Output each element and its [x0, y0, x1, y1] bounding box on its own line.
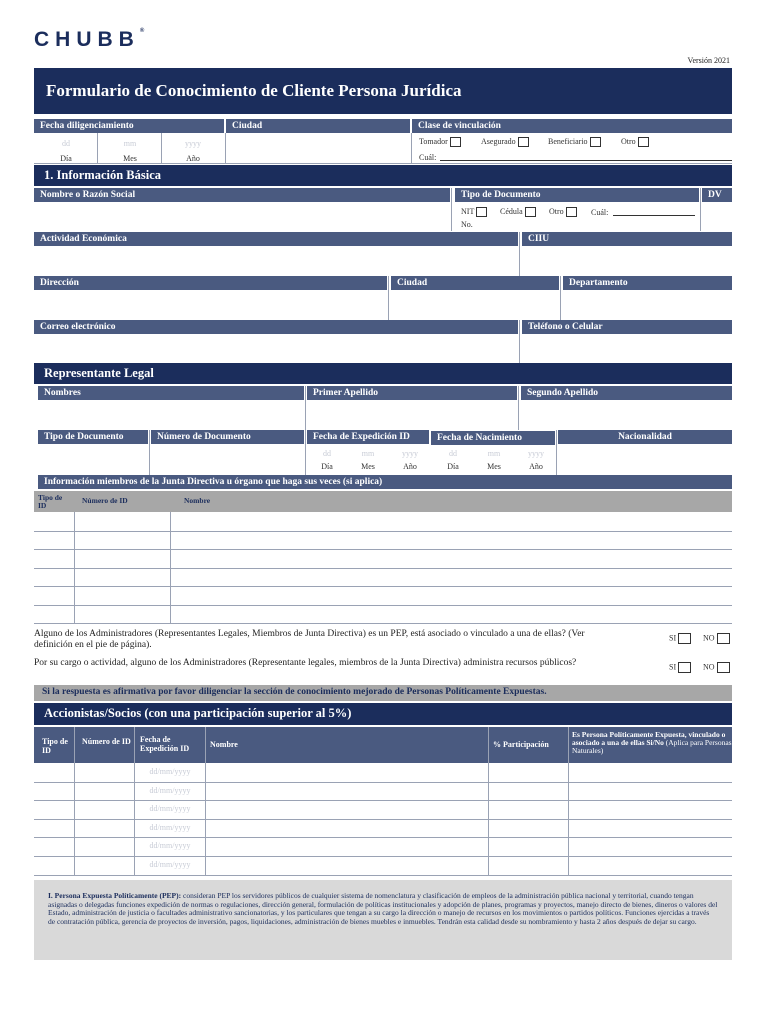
anio-label: Año: [186, 154, 200, 163]
junta-row-line: [34, 623, 732, 624]
departamento-input[interactable]: [563, 291, 732, 319]
ciudad-basic-input[interactable]: [391, 291, 559, 319]
acc-cell-fecha[interactable]: dd/mm/yyyy: [149, 804, 191, 814]
divider: [388, 276, 389, 320]
acc-col-tipo: Tipo de ID: [42, 737, 68, 755]
pep-question-1: Alguno de los Administradores (Representantes Legales, Miembros de Junta Directiva) es un PEP, está asociado o vinculado a una de ellas? (Ver definición en el pie de página).: [34, 629, 585, 650]
divider: [560, 276, 561, 320]
acc-cell-pct[interactable]: [489, 856, 568, 875]
section-accionistas-title: Accionistas/Socios (con una participación superior al 5%): [34, 703, 732, 725]
q2-si-checkbox[interactable]: [678, 662, 691, 673]
divider: [97, 133, 98, 164]
beneficiario-checkbox[interactable]: [590, 137, 601, 147]
primer-apellido-input[interactable]: [307, 401, 517, 429]
divider: [488, 727, 489, 875]
beneficiario-option[interactable]: Beneficiario: [548, 137, 601, 147]
exp-mm-field[interactable]: mm: [361, 449, 375, 458]
nit-checkbox[interactable]: [476, 207, 487, 217]
tipo-doc-header: Tipo de Documento: [455, 188, 699, 202]
junta-cell-nombre[interactable]: [171, 605, 732, 624]
nac-mes-label: Mes: [487, 462, 501, 471]
otro-checkbox[interactable]: [638, 137, 649, 147]
primer-apellido-header: Primer Apellido: [307, 386, 517, 400]
q2-si-option[interactable]: SI: [669, 662, 691, 673]
nac-yyyy-field[interactable]: yyyy: [528, 449, 544, 458]
nombres-input[interactable]: [38, 401, 304, 429]
rep-nacionalidad-input[interactable]: [558, 445, 732, 475]
q1-no-checkbox[interactable]: [717, 633, 730, 644]
telefono-input[interactable]: [522, 335, 732, 363]
q1-si-option[interactable]: SI: [669, 633, 691, 644]
rep-num-doc-header: Número de Documento: [151, 430, 304, 444]
tomador-checkbox[interactable]: [450, 137, 461, 147]
acc-cell-tipo[interactable]: [35, 782, 74, 801]
divider: [205, 727, 206, 875]
nac-mm-field[interactable]: mm: [487, 449, 501, 458]
divider: [519, 320, 520, 364]
page-title: Formulario de Conocimiento de Cliente Persona Jurídica: [34, 68, 732, 114]
acc-cell-num[interactable]: [75, 800, 134, 819]
pep-footnote: [34, 880, 732, 960]
acc-cell-nombre[interactable]: [206, 763, 488, 782]
otro-doc-option[interactable]: Otro: [549, 207, 577, 217]
acc-cell-nombre[interactable]: [206, 856, 488, 875]
acc-cell-num[interactable]: [75, 763, 134, 782]
pep-note-banner: Si la respuesta es afirmativa por favor diligenciar la sección de conocimiento mejorado de Personas Políticamente Expuestas.: [34, 685, 732, 701]
cedula-checkbox[interactable]: [525, 207, 536, 217]
ciiu-header: CIIU: [522, 232, 732, 246]
direccion-header: Dirección: [34, 276, 387, 290]
telefono-header: Teléfono o Celular: [522, 320, 732, 334]
junta-title: Información miembros de la Junta Directiva u órgano que haga sus veces (si aplica): [38, 475, 732, 489]
segundo-apellido-header: Segundo Apellido: [521, 386, 732, 400]
acc-cell-tipo[interactable]: [35, 856, 74, 875]
junta-cell-tipo[interactable]: [34, 549, 74, 568]
pep-question-2: Por su cargo o actividad, alguno de los Administradores (Representante legales, miembros de la Junta Directiva) administra recursos públicos?: [34, 658, 577, 668]
acc-cell-pct[interactable]: [489, 837, 568, 856]
tomador-option[interactable]: Tomador: [419, 137, 461, 147]
acc-cell-pep[interactable]: [569, 800, 732, 819]
nac-anio-label: Año: [529, 462, 543, 471]
exp-yyyy-field[interactable]: yyyy: [402, 449, 418, 458]
acc-cell-tipo[interactable]: [35, 763, 74, 782]
cual-doc-label: Cuál:: [591, 208, 609, 217]
cual-doc-input[interactable]: [613, 215, 695, 216]
dia-label: Día: [60, 154, 72, 163]
divider: [74, 727, 75, 875]
acc-cell-pct[interactable]: [489, 782, 568, 801]
acc-col-pct: % Participación: [493, 740, 549, 749]
junta-table-header: [34, 491, 732, 512]
acc-col-nombre: Nombre: [210, 740, 238, 749]
divider: [134, 727, 135, 875]
acc-cell-pct[interactable]: [489, 763, 568, 782]
rep-num-doc-input[interactable]: [151, 445, 304, 475]
q2-no-checkbox[interactable]: [717, 662, 730, 673]
acc-cell-pep[interactable]: [569, 782, 732, 801]
correo-input[interactable]: [34, 335, 518, 363]
actividad-input[interactable]: [34, 247, 518, 275]
divider: [556, 430, 557, 476]
section-rep-title: Representante Legal: [34, 363, 732, 384]
chubb-logo: CHUBB®: [34, 28, 145, 51]
acc-cell-tipo[interactable]: [35, 800, 74, 819]
actividad-header: Actividad Económica: [34, 232, 518, 246]
divider: [518, 386, 519, 430]
divider: [519, 232, 520, 276]
acc-cell-pep[interactable]: [569, 763, 732, 782]
junta-cell-tipo[interactable]: [34, 605, 74, 624]
junta-cell-nombre[interactable]: [171, 531, 732, 550]
divider: [149, 430, 150, 476]
junta-cell-tipo[interactable]: [34, 586, 74, 605]
asegurado-checkbox[interactable]: [518, 137, 529, 147]
cedula-option[interactable]: Cédula: [500, 207, 536, 217]
q2-no-option[interactable]: NO: [703, 662, 730, 673]
divider: [34, 163, 732, 164]
acc-cell-tipo[interactable]: [35, 819, 74, 838]
junta-cell-num[interactable]: [75, 605, 170, 624]
rep-fecha-nac-header: Fecha de Nacimiento: [431, 431, 555, 445]
fecha-dd-field[interactable]: dd: [62, 139, 70, 148]
cual-input-line[interactable]: [440, 160, 732, 161]
fecha-yyyy-field[interactable]: yyyy: [185, 139, 201, 148]
dv-input[interactable]: [703, 203, 732, 231]
acc-col-num: Número de ID: [82, 737, 131, 746]
nit-option[interactable]: NIT: [461, 207, 487, 217]
clase-header: Clase de vinculación: [412, 119, 732, 133]
junta-cell-num[interactable]: [75, 512, 170, 531]
acc-cell-nombre[interactable]: [206, 837, 488, 856]
acc-cell-pep[interactable]: [569, 837, 732, 856]
junta-cell-num[interactable]: [75, 531, 170, 550]
divider: [305, 386, 306, 430]
divider: [411, 133, 412, 164]
acc-col-pep: Es Persona Políticamente Expuesta, vinculado o asociado a una de ellas Si/No (Aplica para Personas Naturales): [572, 730, 732, 755]
rep-tipo-doc-input[interactable]: [38, 445, 148, 475]
acc-col-fecha: Fecha de Expedición ID: [140, 735, 190, 753]
acc-cell-pep[interactable]: [569, 819, 732, 838]
divider: [305, 430, 306, 476]
rep-tipo-doc-header: Tipo de Documento: [38, 430, 148, 444]
junta-cell-nombre[interactable]: [171, 549, 732, 568]
divider: [170, 512, 171, 623]
acc-cell-num[interactable]: [75, 856, 134, 875]
no-label: No.: [461, 220, 473, 229]
junta-col-num: Número de ID: [82, 496, 128, 505]
acc-cell-pct[interactable]: [489, 800, 568, 819]
acc-cell-num[interactable]: [75, 819, 134, 838]
junta-col-tipo: Tipo de ID: [38, 493, 63, 510]
ciudad-header: Ciudad: [226, 119, 410, 133]
dv-header: DV: [702, 188, 732, 202]
junta-col-nombre: Nombre: [184, 496, 211, 505]
acc-cell-num[interactable]: [75, 837, 134, 856]
junta-cell-nombre[interactable]: [171, 568, 732, 587]
footnote-body: consideran PEP los servidores públicos de cualquier sistema de nomenclatura y clasificación de empleos de la administración pública nacional y territorial, cuando tengan asignadas o delegadas funciones expedición de normas o regulaciones, dirección general, formulación de políticas institucionales y adopción de planes, programas y proyectos, manejo directo de bienes, dineros o valores del Estado, administración de justicia o facultades administrativo sancionatorias, y los particulares que tengan a su cargo la dirección o manejo de recursos en los movimientos o partidos políticos. Funciones ejercidas a través de contratación pública, gerencia de proyectos de inversión, pagos, liquidaciones, administración de bienes muebles e inmuebles. Tendrán esta calidad desde su nombramiento y hasta 2 años después de dejar su cargo.: [48, 891, 718, 926]
nombre-header: Nombre o Razón Social: [34, 188, 450, 202]
acc-col-pep-note: (Aplica para Personas Naturales): [572, 738, 732, 755]
exp-dia-label: Día: [321, 462, 333, 471]
divider: [568, 727, 569, 875]
fecha-header: Fecha diligenciamiento: [34, 119, 224, 133]
divider: [74, 512, 75, 623]
acc-cell-fecha[interactable]: dd/mm/yyyy: [149, 822, 191, 832]
junta-cell-tipo[interactable]: [34, 512, 74, 531]
divider: [700, 188, 701, 231]
junta-cell-num[interactable]: [75, 568, 170, 587]
acc-cell-nombre[interactable]: [206, 819, 488, 838]
exp-anio-label: Año: [403, 462, 417, 471]
otro-option[interactable]: Otro: [621, 137, 649, 147]
nac-dia-label: Día: [447, 462, 459, 471]
departamento-header: Departamento: [563, 276, 732, 290]
junta-cell-tipo[interactable]: [34, 568, 74, 587]
direccion-input[interactable]: [34, 291, 387, 319]
ciudad-basic-header: Ciudad: [391, 276, 559, 290]
footnote-lead: I. Persona Expuesta Políticamente (PEP):: [48, 891, 182, 900]
acc-cell-pep[interactable]: [569, 856, 732, 875]
fecha-mm-field[interactable]: mm: [123, 139, 137, 148]
acc-row-line: [34, 875, 732, 876]
version-label: Versión 2021: [687, 56, 730, 65]
junta-cell-tipo[interactable]: [34, 531, 74, 550]
divider: [451, 188, 452, 231]
exp-dd-field[interactable]: dd: [323, 449, 331, 458]
asegurado-option[interactable]: Asegurado: [481, 137, 529, 147]
junta-cell-nombre[interactable]: [171, 512, 732, 531]
acc-cell-fecha[interactable]: dd/mm/yyyy: [149, 767, 191, 776]
rep-nacionalidad-header: Nacionalidad: [558, 430, 732, 444]
exp-mes-label: Mes: [361, 462, 375, 471]
acc-cell-tipo[interactable]: [35, 837, 74, 856]
nombre-input[interactable]: [34, 203, 450, 231]
nac-dd-field[interactable]: dd: [449, 449, 457, 458]
nombres-header: Nombres: [38, 386, 304, 400]
otro-doc-checkbox[interactable]: [566, 207, 577, 217]
acc-cell-fecha[interactable]: dd/mm/yyyy: [149, 841, 191, 851]
junta-cell-nombre[interactable]: [171, 586, 732, 605]
acc-cell-fecha[interactable]: dd/mm/yyyy: [149, 785, 191, 795]
junta-cell-num[interactable]: [75, 586, 170, 605]
ciudad-input[interactable]: [227, 134, 410, 163]
acc-cell-nombre[interactable]: [206, 800, 488, 819]
section-basic-title: 1. Información Básica: [34, 165, 732, 186]
acc-cell-nombre[interactable]: [206, 782, 488, 801]
q1-si-checkbox[interactable]: [678, 633, 691, 644]
divider: [225, 133, 226, 164]
rep-fecha-exp-header: Fecha de Expedición ID: [307, 430, 429, 444]
acc-cell-fecha[interactable]: dd/mm/yyyy: [149, 860, 191, 869]
junta-cell-num[interactable]: [75, 549, 170, 568]
mes-label: Mes: [123, 154, 137, 163]
segundo-apellido-input[interactable]: [521, 401, 732, 429]
correo-header: Correo electrónico: [34, 320, 518, 334]
cual-label: Cuál:: [419, 153, 437, 162]
ciiu-input[interactable]: [522, 247, 732, 275]
acc-cell-num[interactable]: [75, 782, 134, 801]
q1-no-option[interactable]: NO: [703, 633, 730, 644]
acc-cell-pct[interactable]: [489, 819, 568, 838]
divider: [161, 133, 162, 164]
